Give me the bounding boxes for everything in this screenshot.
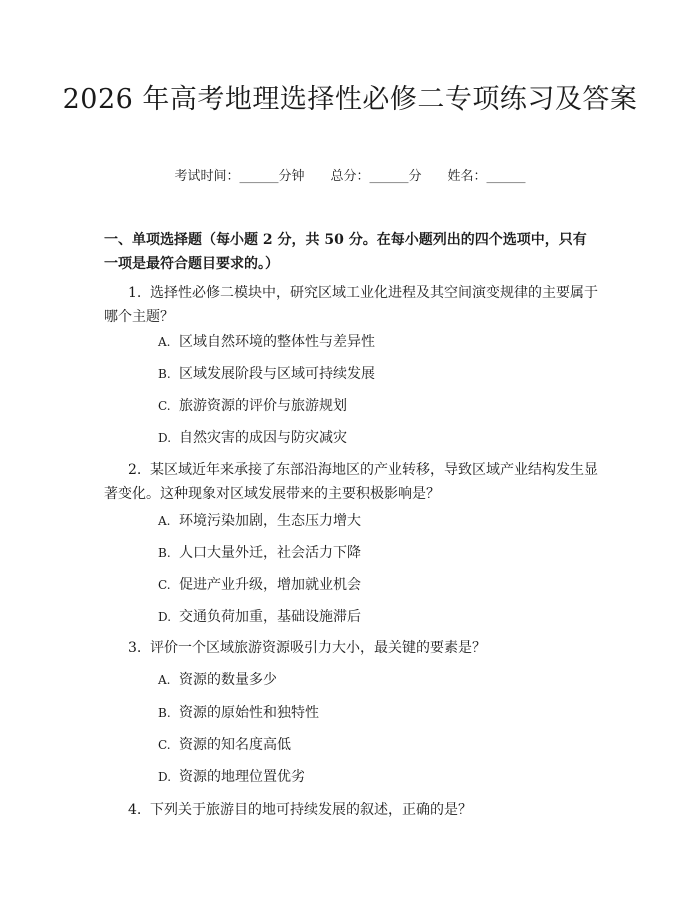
exam-score: 总分：______分 xyxy=(330,169,422,184)
option-letter: D. xyxy=(158,431,172,445)
section-heading: 一、单项选择题（每小题 2 分，共 50 分。在每小题列出的四个选项中，只有一项是最符合题目要求的。） xyxy=(104,232,587,272)
option-text: 区域自然环境的整体性与差异性 xyxy=(179,334,375,350)
question-number: 4. xyxy=(128,802,142,818)
question-number: 3. xyxy=(128,640,142,656)
question-text: 评价一个区域旅游资源吸引力大小，最关键的要素是？ xyxy=(150,640,486,656)
question-text: 下列关于旅游目的地可持续发展的叙述，正确的是？ xyxy=(150,802,472,818)
option-text: 资源的地理位置优劣 xyxy=(179,769,305,785)
exam-meta xyxy=(0,167,700,187)
option-text: 资源的数量多少 xyxy=(179,672,277,688)
option-text: 区域发展阶段与区域可持续发展 xyxy=(179,366,375,382)
option-text: 旅游资源的评价与旅游规划 xyxy=(179,398,347,414)
option-letter: B. xyxy=(158,546,171,560)
question-1 xyxy=(104,281,600,329)
option-2c xyxy=(158,575,598,595)
option-letter: C. xyxy=(158,399,171,413)
option-text: 自然灾害的成因与防灾减灾 xyxy=(179,430,347,446)
question-text: 某区域近年来承接了东部沿海地区的产业转移，导致区域产业结构发生显著变化。这种现象对区域发展带来的主要积极影响是？ xyxy=(104,462,598,502)
question-text: 选择性必修二模块中，研究区域工业化进程及其空间演变规律的主要属于哪个主题？ xyxy=(104,285,598,325)
option-3d xyxy=(158,767,598,787)
document-title: 2026 年高考地理选择性必修二专项练习及答案 xyxy=(62,84,638,115)
exam-time: 考试时间：______分钟 xyxy=(174,169,305,184)
option-letter: B. xyxy=(158,367,171,381)
option-letter: A. xyxy=(158,335,171,349)
option-2b xyxy=(158,543,598,563)
option-1a xyxy=(158,332,598,352)
question-2 xyxy=(104,458,600,506)
option-1c xyxy=(158,396,598,416)
option-2d xyxy=(158,607,598,627)
question-number: 1. xyxy=(128,285,142,301)
option-1d xyxy=(158,428,598,448)
question-3 xyxy=(104,636,600,660)
option-letter: D. xyxy=(158,610,172,624)
option-text: 促进产业升级，增加就业机会 xyxy=(179,577,361,593)
option-text: 环境污染加剧，生态压力增大 xyxy=(179,513,361,529)
option-letter: C. xyxy=(158,738,171,752)
option-letter: B. xyxy=(158,706,171,720)
option-letter: A. xyxy=(158,673,171,687)
option-3c xyxy=(158,735,598,755)
option-1b xyxy=(158,364,598,384)
option-text: 交通负荷加重，基础设施滞后 xyxy=(179,609,361,625)
option-letter: A. xyxy=(158,514,171,528)
question-4 xyxy=(104,798,600,822)
option-3a xyxy=(158,670,598,690)
option-3b xyxy=(158,703,598,723)
option-letter: C. xyxy=(158,578,171,592)
option-text: 资源的原始性和独特性 xyxy=(179,705,319,721)
option-2a xyxy=(158,511,598,531)
exam-name: 姓名：______ xyxy=(447,169,526,184)
option-letter: D. xyxy=(158,770,172,784)
option-text: 人口大量外迁，社会活力下降 xyxy=(179,545,361,561)
option-text: 资源的知名度高低 xyxy=(179,737,291,753)
question-number: 2. xyxy=(128,462,142,478)
